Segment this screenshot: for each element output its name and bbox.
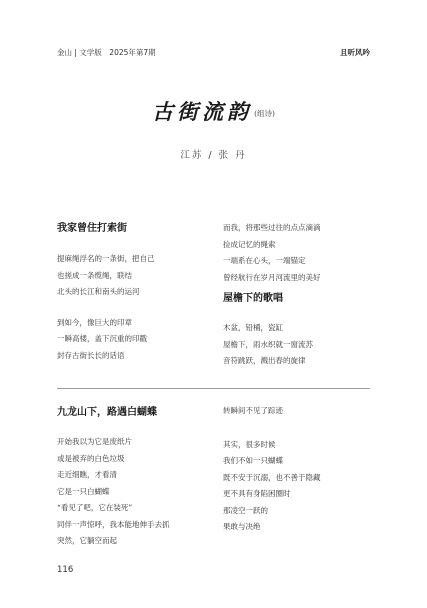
poem-line: 木盆，铅桶，瓷缸 xyxy=(223,323,283,332)
poem-line: 或是被弃的白色垃圾 xyxy=(57,453,125,463)
section-1-title: 我家曾住打索街 xyxy=(57,223,127,234)
poem-line: 也搓成一条缆绳，联结 xyxy=(57,270,132,280)
section-3 xyxy=(57,406,207,550)
poem-line: 音符跳跃，溅出春的旋律 xyxy=(223,356,306,365)
poem-title-row xyxy=(0,96,427,126)
poem-line: 它是一只白蝴蝶 xyxy=(57,486,110,496)
poem-line: 北头的长江和南头的运河 xyxy=(57,287,140,296)
poem-line: 那凌空一跃的 xyxy=(223,505,268,515)
poem-line: 我们不如一只蝴蝶 xyxy=(223,456,283,465)
poem-line: 而我，将那些过往的点点滴滴 xyxy=(223,223,321,232)
section-3-continued xyxy=(223,403,373,536)
poem-line: 开始我以为它是废纸片 xyxy=(57,437,132,446)
poem-line: 捡成记忆的绳索 xyxy=(223,239,276,249)
column-name: 且听风吟 xyxy=(340,48,370,57)
section-1-continued xyxy=(223,220,373,286)
poem-line: 一瞬高楼，盖下沉重的印戳 xyxy=(57,334,147,343)
section-1 xyxy=(57,222,207,364)
poem-line: 转瞬间不见了踪迹 xyxy=(223,406,283,415)
section-2-title: 屋檐下的歌唱 xyxy=(223,293,283,304)
poem-line: 走近细瞧，才看清 xyxy=(57,470,117,479)
section-divider xyxy=(57,388,370,389)
poem-line: 同伴一声惊呼，我本能地伸手去抓 xyxy=(57,519,170,529)
poem-line: 封存古街长长的话语 xyxy=(57,350,125,360)
poem-subtitle: (组诗) xyxy=(254,109,275,118)
poem-line: 屋檐下，雨水织就一窗流苏 xyxy=(223,339,313,349)
poem-line: 提麻绳浮名的一条街，把自己 xyxy=(57,254,155,263)
journal-issue-label: 金山 | 文学版 2025年第7期 xyxy=(57,48,156,57)
poem-line: 突然，它躺空而起 xyxy=(57,536,117,545)
poem-line: 其实，很多时候 xyxy=(223,439,276,449)
poem-line: 更不具有身陷困圈时 xyxy=(223,489,291,498)
page-number: 116 xyxy=(57,565,74,575)
poem-line: 到如今，像巨大的印章 xyxy=(57,317,132,327)
poem-line: “看见了吧，它在装死” xyxy=(57,503,133,512)
author-byline: 江苏 / 张 丹 xyxy=(180,150,247,161)
section-3-title: 九龙山下，路遇白蝴蝶 xyxy=(57,407,157,418)
poem-line: 一端系在心头，一端锚定 xyxy=(223,256,306,265)
section-2 xyxy=(223,292,373,370)
poem-line: 果敢与决绝 xyxy=(223,522,261,531)
poem-line: 曾经航行在岁月河流里的美好 xyxy=(223,272,321,282)
poem-line: 既不安于沉溺，也不善于隐藏 xyxy=(223,472,321,482)
poem-title: 古街流韵 xyxy=(152,99,253,124)
